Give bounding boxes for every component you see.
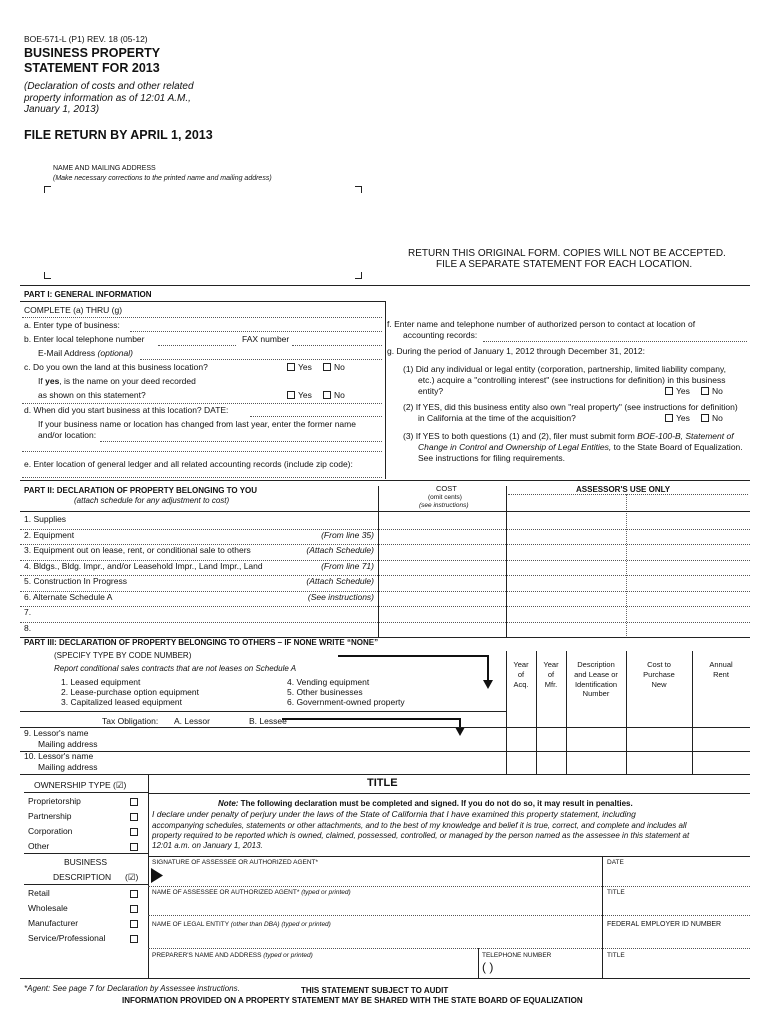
agent-note: *Agent: See page 7 for Declaration by Assessee instructions. bbox=[24, 984, 240, 993]
year-manufactured-header: Year of Mfr. bbox=[543, 660, 559, 689]
rule bbox=[148, 886, 750, 887]
ownership-type-label: Corporation bbox=[28, 826, 73, 836]
checkbox-icon[interactable] bbox=[323, 391, 331, 399]
part2-row-rule bbox=[20, 529, 750, 530]
part2-row-rule bbox=[20, 575, 750, 576]
shared-info-notice: INFORMATION PROVIDED ON A PROPERTY STATEMENT MAY BE SHARED WITH THE STATE BOARD OF EQUALIZATION bbox=[122, 996, 583, 1005]
conditional-sales-note: Report conditional sales contracts that are not leases on Schedule A bbox=[54, 664, 297, 673]
lessor9-address-label: Mailing address bbox=[38, 739, 98, 749]
checkbox-icon[interactable] bbox=[130, 843, 138, 851]
declaration-text-4: 12:01 a.m. on January 1, 2013. bbox=[152, 841, 263, 850]
code-1: 1. Leased equipment bbox=[61, 677, 141, 687]
ownership-type-label: Proprietorship bbox=[28, 796, 81, 806]
code-4: 4. Vending equipment bbox=[287, 677, 370, 687]
telephone-number-label: TELEPHONE NUMBER bbox=[482, 952, 552, 959]
checkbox-icon[interactable] bbox=[665, 414, 673, 422]
bent-arrow-icon bbox=[338, 652, 498, 694]
part2-row-note: (Attach Schedule) bbox=[306, 545, 374, 555]
part2-row-note: (From line 71) bbox=[321, 560, 374, 571]
file-return-deadline: FILE RETURN BY APRIL 1, 2013 bbox=[24, 128, 213, 142]
part1-divider bbox=[385, 301, 386, 479]
name-mailing-address-field[interactable] bbox=[40, 188, 360, 274]
cost-new-header: Cost to Purchase New bbox=[643, 660, 675, 689]
checkbox-icon[interactable] bbox=[287, 391, 295, 399]
business-type-label: Wholesale bbox=[28, 903, 68, 913]
part2-cost-field[interactable] bbox=[380, 577, 504, 591]
fein-label: FEDERAL EMPLOYER ID NUMBER bbox=[607, 921, 722, 928]
ledger-location-field[interactable] bbox=[22, 477, 382, 478]
rule bbox=[148, 793, 750, 794]
control-interest-no[interactable]: No bbox=[701, 387, 723, 397]
part2-row-note: (See instructions) bbox=[307, 591, 374, 602]
tax-obligation-label: Tax Obligation: bbox=[102, 716, 159, 726]
lessor10-address-label: Mailing address bbox=[38, 762, 98, 772]
rule bbox=[24, 853, 148, 854]
assessee-name-field[interactable] bbox=[152, 897, 600, 911]
part3-title: PART III: DECLARATION OF PROPERTY BELONGING TO OTHERS – IF NONE WRITE “NONE” bbox=[24, 638, 379, 647]
control-interest-yes[interactable]: Yes bbox=[665, 387, 690, 397]
part2-row-rule bbox=[20, 591, 750, 592]
declaration-text-3: property required to be reported which is owned, claimed, possessed, controlled, or managed by the person named as the assessee in this statement at bbox=[152, 831, 690, 840]
business-type-label: Retail bbox=[28, 888, 50, 898]
part1-title-rule bbox=[20, 301, 385, 302]
cost-header: COST bbox=[436, 484, 457, 493]
part2-row-label: 7. bbox=[24, 607, 32, 617]
email-field[interactable] bbox=[140, 359, 382, 360]
ownership-type-title: OWNERSHIP TYPE (☑) bbox=[34, 780, 127, 790]
rule bbox=[20, 711, 506, 712]
part2-cost-field[interactable] bbox=[380, 515, 504, 529]
checkbox-icon[interactable] bbox=[130, 828, 138, 836]
declaration-text-2: accompanying schedules, statements or other attachments, and to the best of my knowledge and belief it is true, correct, and complete and includes all bbox=[152, 821, 687, 830]
checkbox-icon[interactable] bbox=[701, 414, 709, 422]
own-land-question: c. Do you own the land at this business location? bbox=[24, 362, 208, 372]
email-label: E-Mail Address (optional) bbox=[38, 348, 133, 358]
checkbox-icon[interactable] bbox=[130, 798, 138, 806]
rule bbox=[22, 317, 382, 318]
ledger-location-question: e. Enter location of general ledger and all related accounting records (include zip code): bbox=[24, 459, 353, 469]
boe100b-line1: (3) If YES to both questions (1) and (2), filer must submit form BOE-100-B, Statement of bbox=[403, 431, 734, 441]
form-subtitle-2: property information as of 12:01 A.M., bbox=[24, 93, 191, 104]
part2-row-label: 4. Bldgs., Bldg. Impr., and/or Leasehold Impr., Land Impr., Land bbox=[24, 560, 263, 571]
signature-pointer-icon bbox=[151, 868, 163, 883]
preparer-label: PREPARER'S NAME AND ADDRESS (typed or printed) bbox=[152, 952, 313, 959]
telephone-field[interactable] bbox=[158, 345, 236, 346]
real-property-line2: in California at the time of the acquisition? bbox=[418, 413, 576, 423]
former-name-field[interactable] bbox=[100, 441, 382, 442]
part2-row-note: (From line 35) bbox=[321, 529, 374, 540]
form-title-line2: STATEMENT FOR 2013 bbox=[24, 61, 160, 75]
part2-attach-note: (attach schedule for any adjustment to cost) bbox=[74, 496, 230, 505]
rule bbox=[22, 403, 382, 404]
business-description-title-1: BUSINESS bbox=[64, 857, 107, 867]
rule bbox=[148, 856, 750, 857]
part2-row-note: (Attach Schedule) bbox=[306, 576, 374, 586]
code-3: 3. Capitalized leased equipment bbox=[61, 697, 182, 707]
deed-question-line2: as shown on this statement? bbox=[38, 390, 146, 400]
part2-cost-field[interactable] bbox=[380, 608, 504, 622]
part1-title: PART I: GENERAL INFORMATION bbox=[24, 290, 152, 299]
specify-code-note: (SPECIFY TYPE BY CODE NUMBER) bbox=[54, 651, 192, 660]
declaration-text-1: I declare under penalty of perjury under the laws of the State of California that I have examined this property statement, including bbox=[152, 809, 636, 819]
rule bbox=[148, 948, 750, 949]
part1-top-rule bbox=[20, 285, 750, 286]
checkbox-icon[interactable] bbox=[701, 387, 709, 395]
real-property-line1: (2) If YES, did this business entity also own "real property" (see instructions for definition) bbox=[403, 402, 738, 412]
telephone-label: b. Enter local telephone number bbox=[24, 334, 145, 344]
preparer-field[interactable] bbox=[152, 961, 474, 976]
rule bbox=[378, 486, 379, 638]
control-interest-line3: entity? bbox=[418, 386, 444, 396]
part2-top-rule bbox=[20, 480, 750, 481]
deed-no[interactable]: No bbox=[323, 391, 345, 401]
ownership-type-label: Other bbox=[28, 841, 50, 851]
year-acquired-header: Year of Acq. bbox=[513, 660, 529, 689]
rule bbox=[24, 884, 148, 885]
deed-yes[interactable]: Yes bbox=[287, 391, 312, 401]
part2-cost-field[interactable] bbox=[380, 593, 504, 607]
business-description-check: (☑) bbox=[125, 872, 139, 882]
assessor-use-header: ASSESSOR'S USE ONLY bbox=[576, 485, 671, 494]
rule bbox=[148, 915, 750, 916]
see-instructions-note: (see instructions) bbox=[419, 502, 469, 509]
checkbox-icon[interactable] bbox=[130, 890, 138, 898]
rule bbox=[602, 856, 603, 978]
own-land-no[interactable]: No bbox=[323, 363, 345, 373]
legal-entity-field[interactable] bbox=[152, 930, 600, 944]
telephone-number-field[interactable] bbox=[495, 961, 599, 976]
rule bbox=[478, 948, 479, 978]
contact-person-field[interactable] bbox=[483, 341, 747, 342]
annual-rent-header: Annual Rent bbox=[709, 660, 733, 679]
part2-row-label: 1. Supplies bbox=[24, 514, 67, 524]
checkbox-icon[interactable] bbox=[130, 905, 138, 913]
type-of-business-label: a. Enter type of business: bbox=[24, 320, 120, 330]
preparer-title-field[interactable] bbox=[606, 961, 748, 976]
rule bbox=[508, 494, 748, 495]
period-question: g. During the period of January 1, 2012 through December 31, 2012: bbox=[387, 346, 646, 356]
signature-label: SIGNATURE OF ASSESSEE OR AUTHORIZED AGENT* bbox=[152, 859, 319, 866]
start-date-field[interactable] bbox=[250, 416, 382, 417]
name-address-label: NAME AND MAILING ADDRESS bbox=[53, 165, 156, 172]
rule bbox=[626, 494, 627, 638]
checkbox-icon[interactable] bbox=[130, 935, 138, 943]
description-header: Description and Lease or Identification Number bbox=[574, 660, 618, 699]
signature-field[interactable] bbox=[166, 866, 600, 884]
part2-row-rule bbox=[20, 622, 750, 623]
fein-field[interactable] bbox=[606, 930, 748, 944]
own-land-yes[interactable]: Yes bbox=[287, 363, 312, 373]
type-of-business-field[interactable] bbox=[130, 331, 382, 332]
code-5: 5. Other businesses bbox=[287, 687, 363, 697]
contact-person-line2: accounting records: bbox=[403, 330, 478, 340]
declaration-note: Note: The following declaration must be completed and signed. If you do not do so, it may result in penalties. bbox=[218, 799, 633, 808]
rule bbox=[24, 792, 148, 793]
part2-cost-field[interactable] bbox=[380, 531, 504, 545]
form-number: BOE-571-L (P1) REV. 18 (05-12) bbox=[24, 34, 148, 44]
business-type-label: Manufacturer bbox=[28, 918, 79, 928]
part2-row-label: 6. Alternate Schedule A bbox=[24, 591, 113, 602]
checkbox-icon[interactable] bbox=[130, 920, 138, 928]
part2-row-label: 2. Equipment bbox=[24, 529, 75, 540]
deed-question-line1: If yes, is the name on your deed recorded bbox=[38, 376, 196, 386]
assessee-name-label: NAME OF ASSESSEE OR AUTHORIZED AGENT* (typed or printed) bbox=[152, 889, 351, 896]
rule bbox=[506, 486, 507, 638]
rule bbox=[22, 451, 382, 452]
part2-cost-field[interactable] bbox=[380, 624, 504, 638]
rule bbox=[20, 511, 750, 512]
checkbox-icon[interactable] bbox=[130, 813, 138, 821]
lessor9-name-label: 9. Lessor's name bbox=[24, 728, 89, 738]
date-label: DATE bbox=[607, 859, 624, 866]
part2-title: PART II: DECLARATION OF PROPERTY BELONGING TO YOU bbox=[24, 486, 258, 495]
contact-person-line1: f. Enter name and telephone number of authorized person to contact at location of bbox=[387, 319, 696, 329]
form-subtitle-3: January 1, 2013) bbox=[24, 104, 100, 115]
tax-obligation-lessor: A. Lessor bbox=[174, 716, 210, 726]
control-interest-line1: (1) Did any individual or legal entity (corporation, partnership, limited liability company, bbox=[403, 364, 726, 374]
checkbox-icon[interactable] bbox=[323, 363, 331, 371]
title-field[interactable] bbox=[606, 897, 748, 911]
part2-cost-field[interactable] bbox=[380, 546, 504, 560]
preparer-title-label: TITLE bbox=[607, 952, 625, 959]
return-original-notice: RETURN THIS ORIGINAL FORM. COPIES WILL NOT BE ACCEPTED. bbox=[408, 248, 726, 259]
former-name-line2: and/or location: bbox=[38, 430, 97, 440]
form-subtitle-1: (Declaration of costs and other related bbox=[24, 81, 194, 92]
declaration-title: TITLE bbox=[367, 777, 398, 789]
fax-field[interactable] bbox=[292, 345, 382, 346]
rule bbox=[20, 774, 750, 775]
former-name-line1: If your business name or location has changed from last year, enter the former name bbox=[38, 419, 356, 429]
business-type-label: Service/Professional bbox=[28, 933, 106, 943]
control-interest-line2: etc.) acquire a "controlling interest" (see instructions for definition) in this business bbox=[418, 375, 726, 385]
rule bbox=[20, 978, 750, 979]
fax-label: FAX number bbox=[242, 334, 290, 344]
part2-row-label: 3. Equipment out on lease, rent, or conditional sale to others bbox=[24, 545, 251, 555]
title-label: TITLE bbox=[607, 889, 625, 896]
code-6: 6. Government-owned property bbox=[287, 697, 405, 707]
audit-notice: THIS STATEMENT SUBJECT TO AUDIT bbox=[301, 986, 449, 995]
date-field[interactable] bbox=[606, 866, 748, 884]
boe100b-line2: Change in Control and Ownership of Legal Entities, to the State Board of Equalization. bbox=[418, 442, 743, 452]
checkbox-icon[interactable] bbox=[287, 363, 295, 371]
part2-row-label: 8. bbox=[24, 622, 32, 633]
start-date-question: d. When did you start business at this location? DATE: bbox=[24, 405, 229, 415]
omit-cents-note: (omit cents) bbox=[428, 494, 462, 501]
part2-row-label: 5. Construction In Progress bbox=[24, 576, 127, 586]
name-address-note: (Make necessary corrections to the printed name and mailing address) bbox=[53, 175, 272, 182]
real-property-yes[interactable]: Yes bbox=[665, 414, 690, 424]
rule bbox=[20, 751, 750, 752]
ownership-type-label: Partnership bbox=[28, 811, 72, 821]
lessor10-name-label: 10. Lessor's name bbox=[24, 751, 94, 761]
tax-obligation-lessee: B. Lessee bbox=[249, 716, 287, 726]
business-description-title-2: DESCRIPTION bbox=[53, 872, 112, 882]
boe100b-line3: See instructions for filing requirements. bbox=[418, 453, 565, 463]
legal-entity-label: NAME OF LEGAL ENTITY (other than DBA) (typed or printed) bbox=[152, 921, 331, 928]
rule bbox=[20, 727, 750, 728]
part2-cost-field[interactable] bbox=[380, 562, 504, 576]
real-property-no[interactable]: No bbox=[701, 414, 723, 424]
code-2: 2. Lease-purchase option equipment bbox=[61, 687, 199, 697]
telephone-paren: ( ) bbox=[482, 960, 494, 974]
checkbox-icon[interactable] bbox=[665, 387, 673, 395]
part2-row-rule bbox=[20, 606, 750, 607]
form-title-line1: BUSINESS PROPERTY bbox=[24, 46, 161, 60]
complete-instruction: COMPLETE (a) THRU (g) bbox=[24, 305, 123, 315]
separate-statement-notice: FILE A SEPARATE STATEMENT FOR EACH LOCATION. bbox=[436, 259, 693, 270]
